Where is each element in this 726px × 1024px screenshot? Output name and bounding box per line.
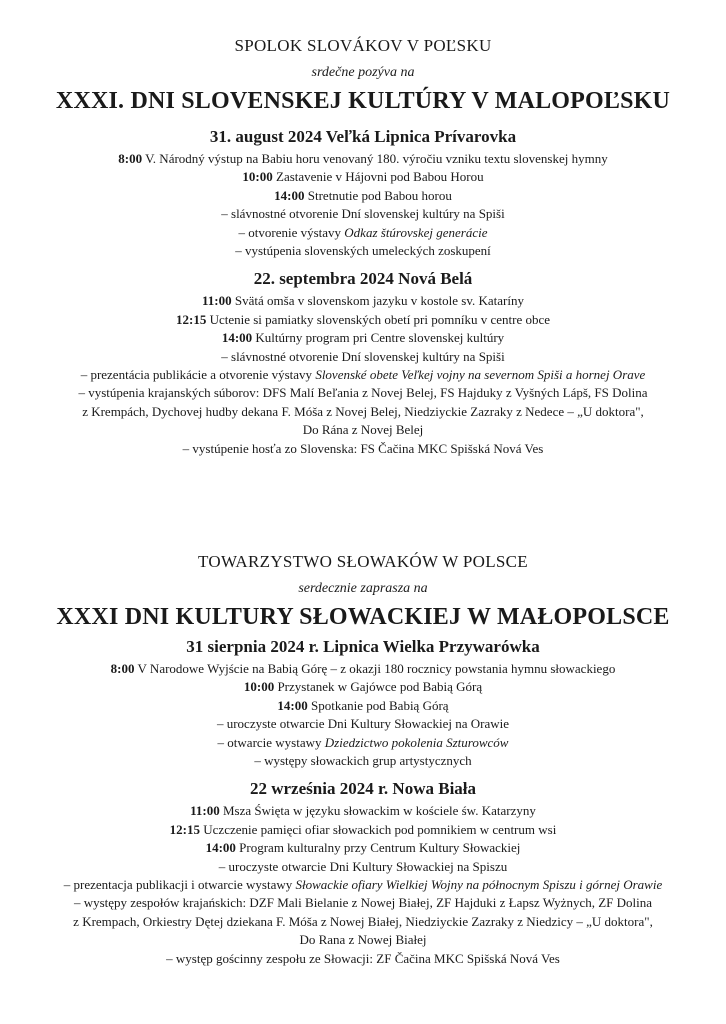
program-item <box>0 876 726 894</box>
schedule-item <box>0 697 726 715</box>
schedule-item <box>0 678 726 696</box>
schedule-time: 12:15 <box>169 821 201 837</box>
program-text: – otvorenie výstavy <box>238 224 345 240</box>
program-text: Przystanek w Gajówce pod Babią Górą <box>274 679 483 695</box>
program-item <box>0 950 726 968</box>
program-text: – występy słowackich grup artystycznych <box>254 753 472 769</box>
program-text: V Narodowe Wyjście na Babią Górę – z okazji 180 rocznicy powstania hymnu słowackiego <box>134 661 616 676</box>
event-program <box>0 292 726 458</box>
schedule-item <box>0 802 726 820</box>
program-item <box>0 440 726 458</box>
schedule-item <box>0 311 726 329</box>
program-item <box>0 403 726 421</box>
event-program <box>0 660 726 770</box>
program-text: – uroczyste otwarcie Dni Kultury Słowackiej na Orawie <box>216 716 510 732</box>
program-text: Zastavenie v Hájovni pod Babou Horou <box>272 169 484 185</box>
program-text: – vystúpenia slovenských umeleckých zoskupení <box>235 243 491 259</box>
schedule-time: 14:00 <box>205 840 236 856</box>
program-text: – slávnostné otvorenie Dní slovenskej kultúry na Spiši <box>221 206 505 222</box>
schedule-item <box>0 329 726 347</box>
schedule-item <box>0 292 726 310</box>
program-text: – uroczyste otwarcie Dni Kultury Słowackiej na Spiszu <box>218 858 508 874</box>
event-heading: 31 sierpnia 2024 r. Lipnica Wielka Przywarówka <box>186 637 540 656</box>
schedule-item <box>0 660 726 678</box>
polish-section <box>0 552 726 968</box>
event-program <box>0 150 726 260</box>
schedule-time: 14:00 <box>274 187 305 203</box>
program-item <box>0 734 726 752</box>
program-item <box>0 348 726 366</box>
program-text: – vystúpenia krajanských súborov: DFS Malí Beľania z Novej Belej, FS Hajduky z Vyšných Lápš, FS Dolina <box>78 385 648 401</box>
schedule-time: 11:00 <box>202 293 232 309</box>
program-text: Do Rana z Nowej Białej <box>299 932 427 948</box>
program-text: V. Národný výstup na Babiu horu venovaný 180. výročiu vzniku textu slovenskej hymny <box>142 151 608 166</box>
main-title: XXXI DNI KULTURY SŁOWACKIEJ W MAŁOPOLSCE <box>56 604 670 630</box>
organizer-name: TOWARZYSTWO SŁOWAKÓW W POLSCE <box>198 552 528 571</box>
invite-text: serdecznie zaprasza na <box>298 581 428 596</box>
program-item <box>0 366 726 384</box>
program-text: Stretnutie pod Babou horou <box>304 187 452 203</box>
program-item <box>0 931 726 949</box>
schedule-item <box>0 839 726 857</box>
program-item <box>0 205 726 223</box>
program-text: Svätá omša v slovenskom jazyku v kostole sv. Kataríny <box>231 293 524 309</box>
organizer-name: SPOLOK SLOVÁKOV V POĽSKU <box>234 36 492 55</box>
program-text: – prezentácia publikácie a otvorenie výstavy <box>80 367 316 383</box>
schedule-item <box>0 187 726 205</box>
program-text: – występ gościnny zespołu ze Słowacji: ZF Čačina MKC Spišská Nová Ves <box>166 950 560 966</box>
program-item <box>0 858 726 876</box>
schedule-time: 14:00 <box>277 697 308 713</box>
program-item <box>0 384 726 402</box>
schedule-item <box>0 821 726 839</box>
program-text: Uctenie si pamiatky slovenských obetí pri pomníku v centre obce <box>206 311 551 327</box>
program-item <box>0 913 726 931</box>
schedule-time: 8:00 <box>110 661 135 676</box>
schedule-time: 11:00 <box>190 803 220 819</box>
program-text: Do Rána z Novej Belej <box>302 422 424 438</box>
program-text: Spotkanie pod Babią Górą <box>307 697 449 713</box>
program-text: – występy zespołów krajańskich: DZF Mali Bielanie z Nowej Białej, ZF Hajduki z Łapsz Wyżnych, ZF Dolina <box>73 895 653 911</box>
event-program <box>0 802 726 968</box>
schedule-item <box>0 168 726 186</box>
program-text: – slávnostné otvorenie Dní slovenskej kultúry na Spiši <box>221 348 505 364</box>
program-item <box>0 752 726 770</box>
program-text: – vystúpenie hosťa zo Slovenska: FS Čačina MKC Spišská Nová Ves <box>182 440 544 456</box>
program-text: z Krempach, Orkiestry Dętej dziekana F. Móša z Nowej Białej, Niedziyckie Zazraky z Niedzicy – „U doktora", <box>73 913 653 929</box>
schedule-time: 14:00 <box>221 330 253 346</box>
program-text: z Krempách, Dychovej hudby dekana F. Móša z Novej Belej, Niedziyckie Zazraky z Nedece – „U doktora", <box>82 403 644 419</box>
event-heading: 22. septembra 2024 Nová Belá <box>253 269 473 289</box>
schedule-time: 10:00 <box>242 169 273 185</box>
program-item <box>0 242 726 260</box>
program-text: Program kulturalny przy Centrum Kultury Słowackiej <box>235 840 521 856</box>
event-heading: 22 września 2024 r. Nowa Biała <box>249 779 477 799</box>
exhibition-title: Slovenské obete Veľkej vojny na severnom Spiši a hornej Orave <box>315 367 646 383</box>
exhibition-title: Odkaz štúrovskej generácie <box>344 224 488 240</box>
schedule-time: 12:15 <box>175 311 207 327</box>
program-text: – otwarcie wystawy <box>217 734 325 750</box>
main-title: XXXI. DNI SLOVENSKEJ KULTÚRY V MALOPOĽSKU <box>55 88 671 114</box>
invite-text: srdečne pozýva na <box>311 65 415 80</box>
program-text: Uczczenie pamięci ofiar słowackich pod pomnikiem w centrum wsi <box>200 821 557 837</box>
exhibition-title: Słowackie ofiary Wielkiej Wojny na północnym Spiszu i górnej Orawie <box>295 877 663 893</box>
program-item <box>0 224 726 242</box>
schedule-item <box>0 150 726 168</box>
program-item <box>0 894 726 912</box>
schedule-time: 8:00 <box>118 151 143 166</box>
program-item <box>0 421 726 439</box>
program-text: Kultúrny program pri Centre slovenskej kultúry <box>252 330 505 346</box>
event-heading: 31. august 2024 Veľká Lipnica Prívarovka <box>209 127 517 146</box>
slovak-section <box>0 36 726 458</box>
program-item <box>0 715 726 733</box>
exhibition-title: Dziedzictwo pokolenia Szturowców <box>324 734 509 750</box>
program-text: – prezentacja publikacji i otwarcie wystawy <box>63 877 296 893</box>
schedule-time: 10:00 <box>243 679 275 695</box>
program-text: Msza Święta w języku słowackim w kościele św. Katarzyny <box>219 803 536 819</box>
